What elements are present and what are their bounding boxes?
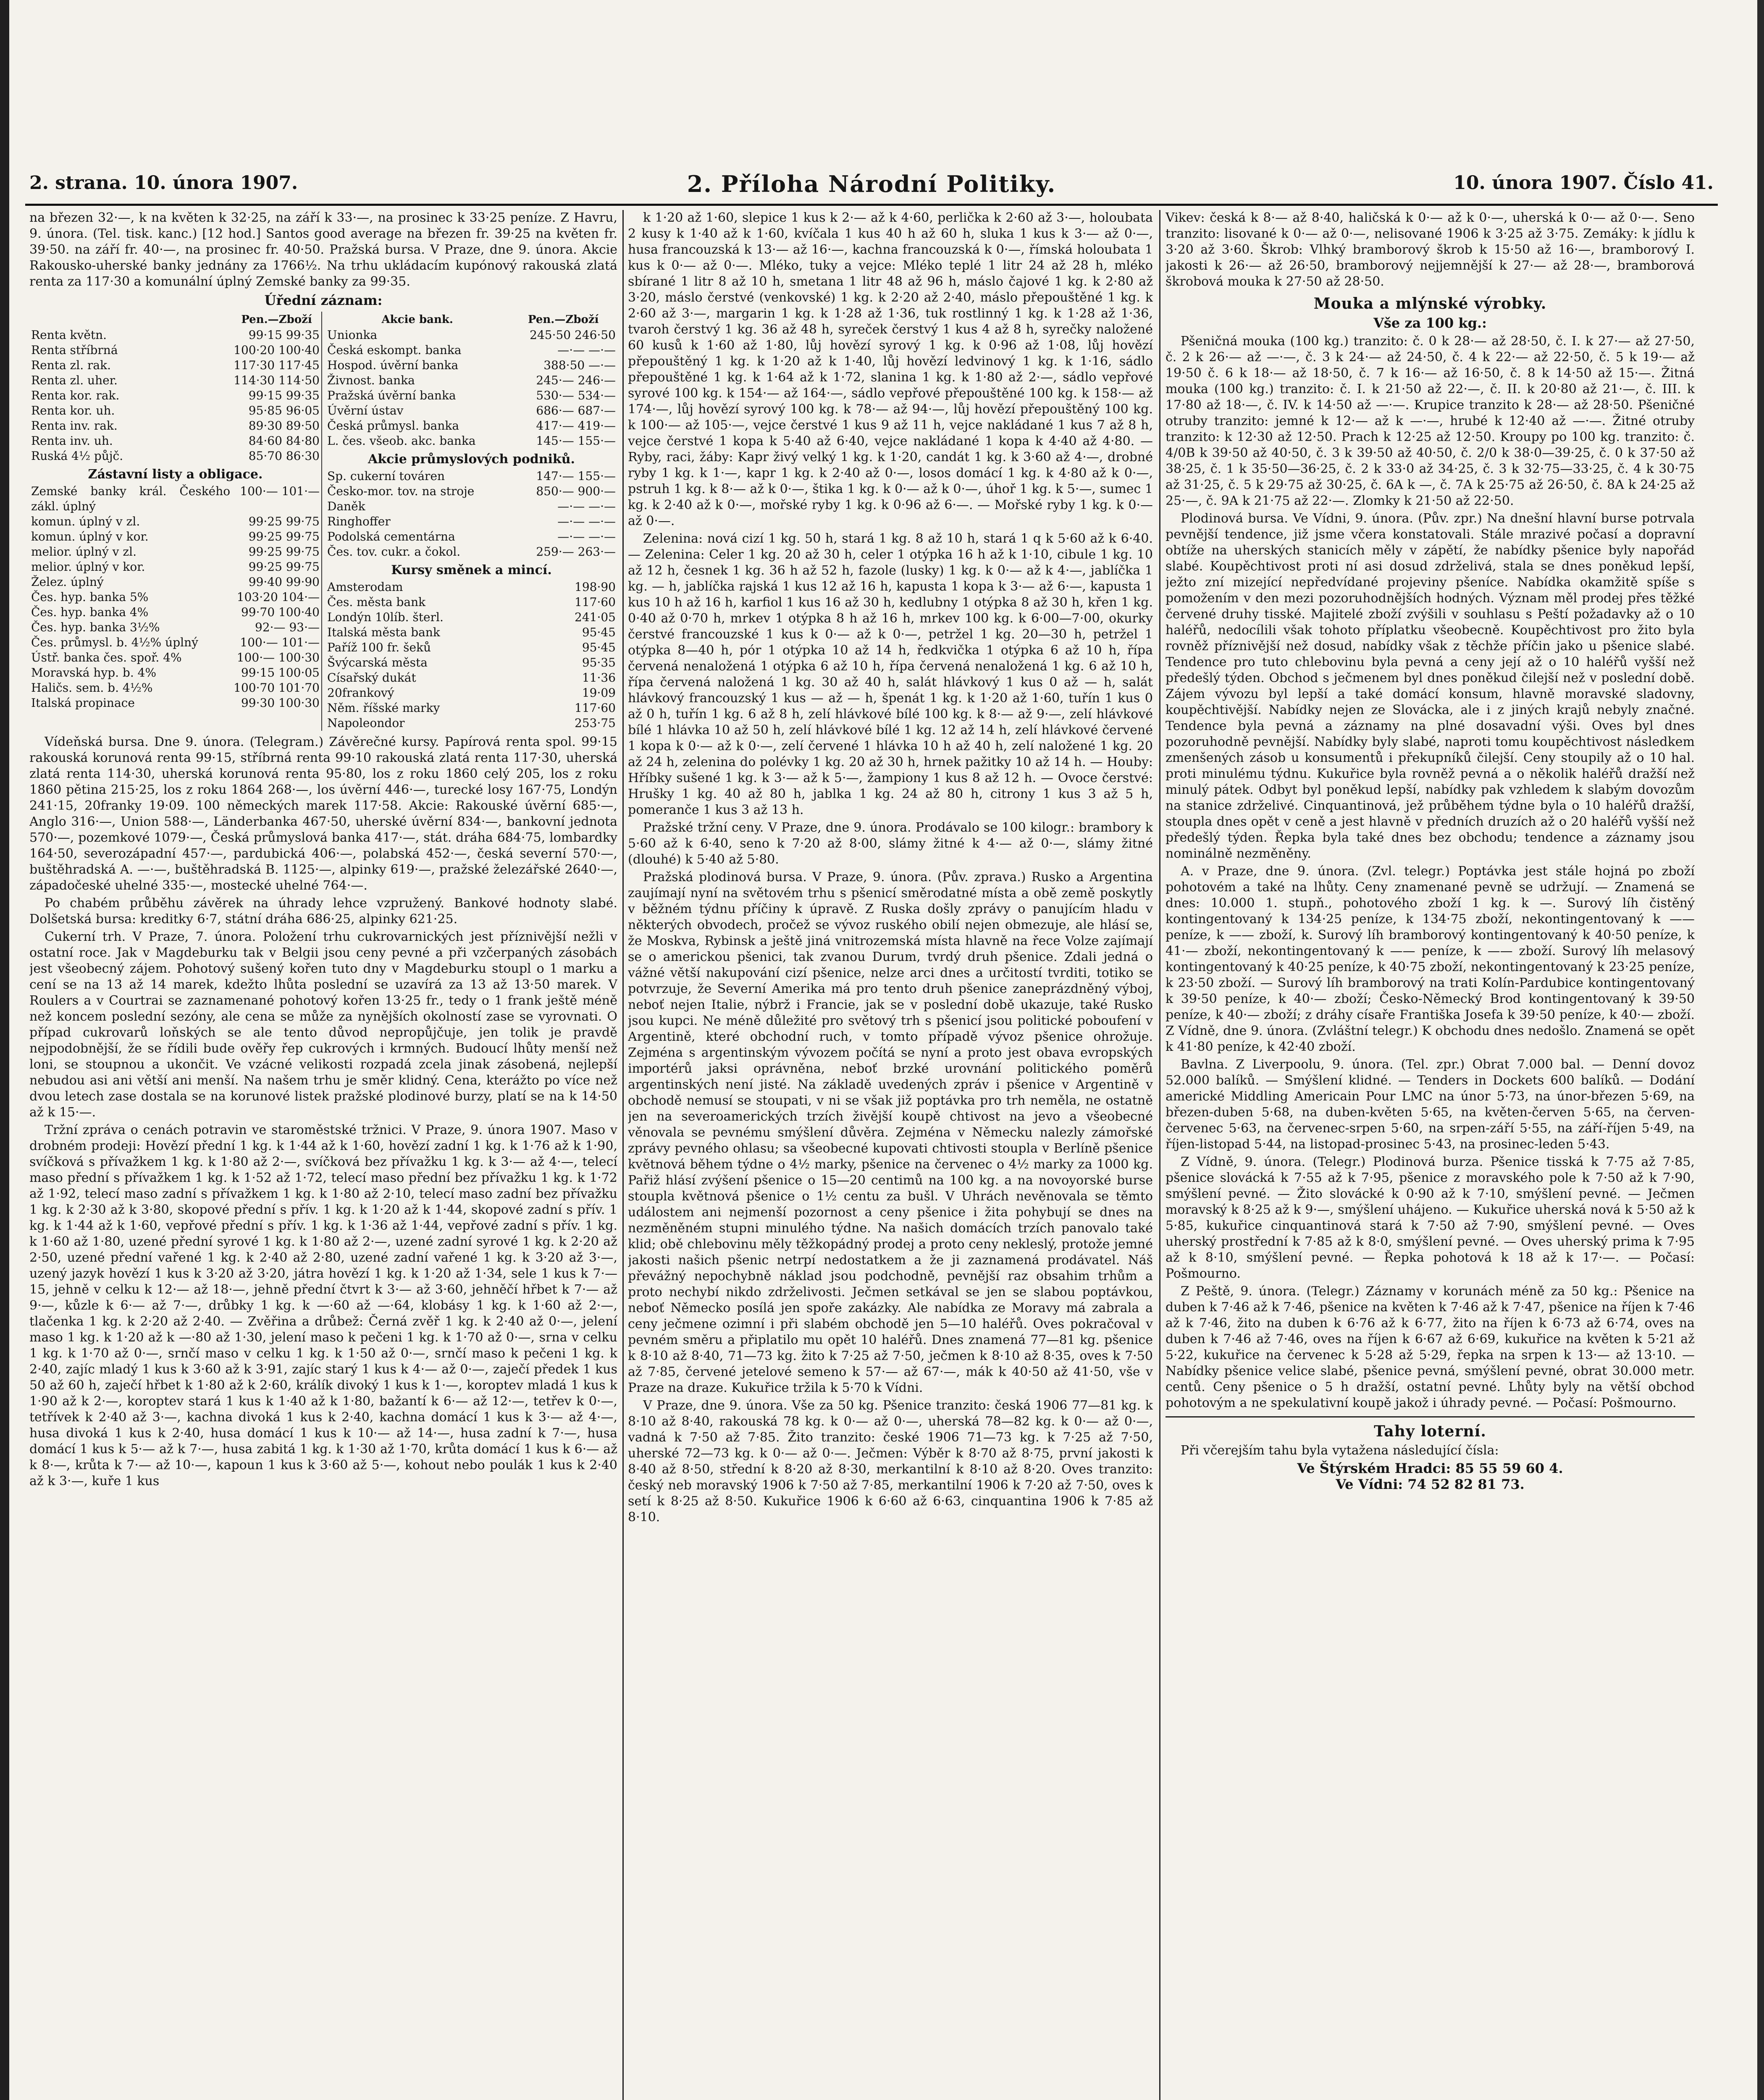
paragraph: V Praze, dne 9. února. Vše za 50 kg. Pšenice tranzito: česká 1906 77—81 kg. k 8·10 až 8·40, rakouská 78 kg. k 0·— až 0·—, uherská 78—82 kg. k 0·— až 0·—, vadná k 7·50 až 7·85. Žito tranzito: české 1906 71—73 kg. k 7·25 až 7·50, uherské 72—73 kg. k 0·— až 0·—. Ječmen: Výběr k 8·70 až 8·75, první jakosti k 8·40 až 8·50, střední k 8·20 až 8·30, merkantilní k 8·10 až 8·20. Oves tranzito: český neb moravský 1906 k 7·50 až 7·85, merkantilní 1906 k 7·20 až 7·50, oves k setí k 8·25 až 8·50. Kukuřice 1906 k 6·60 až 6·63, cinquantina 1906 k 7·85 až 8·10. bbox=[628, 1398, 1153, 1525]
table-row bbox=[326, 640, 617, 655]
lottery-line: Ve Štýrském Hradci: 85 55 59 60 4. bbox=[1297, 1460, 1563, 1476]
table-row bbox=[29, 635, 321, 650]
table-row bbox=[29, 529, 321, 544]
row-label: L. čes. všeob. akc. banka bbox=[327, 434, 476, 448]
row-label: Renta kor. rak. bbox=[31, 388, 120, 402]
table-row bbox=[326, 670, 617, 685]
row-label: 20frankový bbox=[327, 686, 394, 700]
row-label: Haličs. sem. b. 4½% bbox=[31, 681, 153, 695]
table-row bbox=[326, 358, 617, 373]
column-divider bbox=[622, 210, 624, 2100]
row-label: Renta květn. bbox=[31, 328, 107, 342]
table-row bbox=[326, 328, 617, 343]
row-label: komun. úplný v kor. bbox=[31, 530, 149, 543]
row-label: komun. úplný v zl. bbox=[31, 514, 140, 528]
row-value: 241·05 bbox=[575, 610, 616, 624]
exchange-tables bbox=[29, 312, 617, 731]
shares-table bbox=[322, 312, 617, 731]
header-rule bbox=[25, 204, 1718, 206]
row-value: 99·30 100·30 bbox=[241, 696, 320, 710]
row-value: —·— —·— bbox=[557, 530, 616, 543]
table-row bbox=[326, 529, 617, 544]
row-value: —·— —·— bbox=[557, 343, 616, 357]
table-row bbox=[326, 514, 617, 529]
table-row bbox=[326, 373, 617, 388]
table-row bbox=[326, 403, 617, 418]
paragraph: A. v Praze, dne 9. února. (Zvl. telegr.) Poptávka jest stále hojná po zboží pohotovém a také na lhůty. Ceny znamenané pevně se udržují. — Znamená se dnes: 10.000 1. stupň., pohotového zboží 1 kg. k —. Surový líh čistěný kontingentovaný k 134·25 peníze, k 134·75 zboží, nekontingentovaný k —— peníze, k —— zboží, k. Surový líh bramborový kontingentovaný k 40·50 peníze, k 41·— zboží, nekontingentovaný k —— peníze, k —— zboží. Surový líh melasový kontingentovaný k 40·25 peníze, k 40·75 zboží, nekontingentovaný k 23·25 peníze, k 23·50 zboží. — Surový líh bramborový na trati Kolín-Pardubice kontingentovaný k 39·50 peníze, k 40·— zboží; Česko-Německý Brod kontingentovaný k 39·50 peníze, k 40·— zboží; z dráhy císaře Františka Josefa k 39·50 peníze, k 40·— zboží. Z Vídně, dne 9. února. (Zvláštní telegr.) K obchodu dnes nedošlo. Znamená se opět k 41·80 peníze, k 42·40 zboží. bbox=[1166, 864, 1695, 1054]
row-value: 417·— 419·— bbox=[536, 419, 616, 433]
paragraph: Vídeňská bursa. Dne 9. února. (Telegram.) Závěrečné kursy. Papírová renta spol. 99·15 rakouská korunová renta 99·15, stříbrná renta 99·10 rakouská zlatá renta 117·30, uherská zlatá renta 114·30, uherská korunová renta 95·80, los z roku 1860 celý 205, los z roku 1860 pětina 215·25, los z roku 1864 268·—, los úvěrní 446·—, turecké losy 167·75, Londýn 241·15, 20franky 19·09. 100 německých marek 117·58. Akcie: Rakouské úvěrní 685·—, Anglo 316·—, Union 588·—, Länderbanka 467·50, uherské úvěrní 834·—, bankovní jednota 570·—, pozemkové 1079·—, Česká průmyslová banka 417·—, stát. dráha 684·75, lombardky 164·50, severozápadní 457·—, pardubická 406·—, polabská 452·—, česká severní 570·—, buštěhradská A. —·—, buštěhradská B. 1125·—, alpinky 619·—, pražské železářské 2640·—, západočeské uhelné 335·—, mostecké uhelné 764·—. bbox=[29, 735, 617, 893]
row-value: 114·30 114·50 bbox=[234, 373, 320, 387]
row-value: 89·30 89·50 bbox=[248, 419, 320, 433]
row-label: Česká průmysl. banka bbox=[327, 419, 459, 433]
row-label: Úvěrní ústav bbox=[327, 404, 404, 417]
table-row bbox=[326, 469, 617, 484]
column-2 bbox=[628, 210, 1153, 2100]
row-value: 253·75 bbox=[575, 716, 616, 730]
scan-right-edge bbox=[1757, 0, 1764, 2100]
table-row bbox=[29, 328, 321, 343]
row-label: Čes. průmysl. b. 4½% úplný bbox=[31, 635, 198, 649]
table-row bbox=[29, 665, 321, 680]
row-value: 100·— 100·30 bbox=[236, 651, 320, 664]
table-row bbox=[29, 373, 321, 388]
row-value: 99·25 99·75 bbox=[248, 530, 320, 543]
row-value: 100·20 100·40 bbox=[234, 343, 320, 357]
row-value: 850·— 900·— bbox=[536, 484, 616, 498]
row-label: Renta stříbrná bbox=[31, 343, 118, 357]
table-header: Akcie bank. bbox=[381, 313, 453, 326]
column-3 bbox=[1166, 210, 1695, 2100]
table-row bbox=[29, 680, 321, 696]
row-value: 686·— 687·— bbox=[536, 404, 616, 417]
row-label: Podolská cementárna bbox=[327, 530, 455, 543]
scan-left-edge bbox=[0, 0, 9, 2100]
row-label: Moravská hyp. b. 4% bbox=[31, 666, 157, 680]
row-value: 84·60 84·80 bbox=[248, 434, 320, 448]
table-row bbox=[326, 418, 617, 433]
row-label: melior. úplný v kor. bbox=[31, 560, 145, 574]
table-row bbox=[29, 433, 321, 449]
table-row bbox=[29, 620, 321, 635]
row-value: 388·50 —·— bbox=[543, 358, 616, 372]
row-label: Hospod. úvěrní banka bbox=[327, 358, 459, 372]
table-row bbox=[326, 433, 617, 449]
paragraph: k 1·20 až 1·60, slepice 1 kus k 2·— až k 4·60, perlička k 2·60 až 3·—, holoubata 2 kusy k 1·40 až k 1·60, kvíčala 1 kus 40 h až 60 h, sluka 1 kus k 3·— až 0·—, husa francouzská k 13·— až 16·—, kachna francouzská k 0·—, římská holoubata 1 kus k 0·— až 0·—. Mléko, tuky a vejce: Mléko teplé 1 litr 24 až 28 h, mléko sbírané 1 litr 8 až 10 h, smetana 1 litr 48 až 96 h, máslo čajové 1 kg. k 2·80 až 3·20, máslo čerstvé (venkovské) 1 kg. k 2·20 až 2·40, máslo přepouštěné 1 kg. k 2·60 až 3·—, margarin 1 kg. k 1·28 až 1·36, tuk rostlinný 1 kg. k 1·28 až 1·36, tvaroh čerstvý 1 kg. 36 až 48 h, syreček čerstvý 1 kus 4 až 8 h, syrečky naložené 60 kusů k 1·60 až 1·80, lůj hovězí syrový 1 kg. k 0·96 až 1·08, lůj hovězí přepouštěný 1 kg. k 1·20 až k 1·40, lůj hovězí ledvinový 1 kg. k 1·16, sádlo přepouštěné 1 kg. k 1·64 až k 1·72, slanina 1 kg. k 1·80 až 2·—, sádlo vepřové syrové 100 kg. k 154·— až 164·—, sádlo vepřové přepouštěné 100 kg. k 158·— až 174·—, lůj hovězí syrový 100 kg. k 78·— až 94·—, lůj hovězí přepouštěný 100 kg. k 100·— až 105·—, vejce čerstvé 1 kus 9 až 11 h, vejce nakládané 1 kus 7 až 8 h, vejce čerstvé 1 kopa k 5·40 až 6·40, vejce nakládané 1 kopa k 4·40 až 4·80. — Ryby, raci, žáby: Kapr živý velký 1 kg. k 1·20, candát 1 kg. k 3·60 až 4·—, drobné ryby 1 kg. k 1·—, kapr 1 kg. k 2·40 až 0·—, losos domácí 1 kg. k 4·80 až k 0·—, pstruh 1 kg. k 8·— až k 0·—, štika 1 kg. k 0·— až k 0·—, úhoř 1 kg. k 5·—, sumec 1 kg. k 2·40 až k 0·—, mořské ryby 1 kg. k 0·96 až 6·—. — Mořské ryby 1 kg. k 0·— až 0·—. bbox=[628, 210, 1153, 528]
row-value: 95·85 96·05 bbox=[248, 404, 320, 417]
row-label: Pražská úvěrní banka bbox=[327, 388, 456, 402]
paragraph: Cukerní trh. V Praze, 7. února. Položení trhu cukrovarnických jest příznivější nežli v ostatní roce. Jak v Magdeburku tak v Belgii jsou ceny pevné a při vzčerpaných zásobách jest všeobecný zájem. Pohotový sušený kořen tuto dny v Magdeburku stoupl o 1 marku a cení se na 13 až 14 marek, kdežto lhůta poslední se uzavírá za 13 až 13·50 marek. V Roulers a v Courtrai se zaznamenané pohotový kořen 13·25 fr., tedy o 1 frank ještě méně než koncem poslední sezóny, ale cena se může za nynějších okolností zase se vyrovnati. O případ cukrovarů loňských se ale tento důvod nepropůjčuje, jen tolik je pravdě nejpodobnější, že se řídili bude ověřy řep cukrových i krmných. Budoucí lhůty menší než loni, se stoupnou a ukončit. Ve vzácné velikosti rozpadá zcela jinak zásobená, nejlepší nebudou asi ani větší ani menší. Na našem trhu je směr klidný. Cena, kterážto po více než dvou letech zase dostala se na korunové listek pražské plodinové burzy, platí se na k 14·50 až k 15·—. bbox=[29, 929, 617, 1120]
row-label: Čes. města bank bbox=[327, 595, 426, 609]
row-value: 100·— 101·— bbox=[240, 484, 320, 498]
row-value: 117·60 bbox=[575, 701, 616, 715]
paragraph: Zelenina: nová cizí 1 kg. 50 h, stará 1 kg. 8 až 10 h, stará 1 q k 5·60 až k 6·40. — Zelenina: Celer 1 kg. 20 až 30 h, celer 1 otýpka 16 h až k 1·10, cibule 1 kg. 10 až 12 h, česnek 1 kg. 36 h až 52 h, fazole (lusky) 1 kg. k 0·— až k 4·—, jablíčka 1 kg. — h, jablíčka rajská 1 kus 12 až 16 h, kapusta 1 kopa k 3·— až 6·—, kapusta 1 kus 10 h až 16 h, karfiol 1 kus 16 až 30 h, kedlubny 1 otýpka 8 až 30 h, křen 1 kg. 0·40 až 0·70 h, mrkev 1 otýpka 8 h až 16 h, mrkev 100 kg. k 6·00—7·00, okurky čerstvé francouzské 1 kus k 0·— až k 0·—, petržel 1 kg. 20—30 h, petržel 1 otýpka 8—40 h, pór 1 otýpka 10 až 14 h, ředkvička 1 otýpka 6 až 10 h, řípa červená nenaložená 1 otýpka 6 až 10 h, řípa červená nenaložená 1 kg. 6 až 10 h, řípa červená naložená 1 kg. 30 až 40 h, salát hlávkový 1 kus 0 až — h, salát hlávkový francouzský 1 kus — až — h, špenát 1 kg. k 1·20 až 1·60, tuřín 1 kus 0 až 0 h, tuřín 1 kg. 6 až 8 h, zelí hlávkové bílé 100 kg. k 8·— až 9·—, zelí hlávkové bílé 1 hlávka 10 až 50 h, zelí hlávkové bílé 1 kg. 12 až 14 h, zelí hlávkové červené 1 kopa k 0·— až k 0·—, zelí červené 1 hlávka 10 h až 40 h, zelí naložené 1 kg. 20 až 24 h, zelenina do polévky 1 kg. 20 až 30 h, hrnek pažitky 10 až 14 h. — Houby: Hříbky sušené 1 kg. k 3·— až k 5·—, žampiony 1 kus 8 až 12 h. — Ovoce čerstvé: Hrušky 1 kg. 40 až 80 h, jablka 1 kg. 24 až 80 h, citrony 1 kus 3 až 5 h, pomeranče 1 kus 3 až 13 h. bbox=[628, 531, 1153, 817]
paragraph: Bavlna. Z Liverpoolu, 9. února. (Tel. zpr.) Obrat 7.000 bal. — Denní dovoz 52.000 balíků. — Smýšlení klidné. — Tenders in Dockets 600 balíků. — Dodání americké Middling Americain Pour LMC na únor 5·73, na únor-březen 5·69, na březen-duben 5·68, na duben-květen 5·65, na květen-červen 5·65, na červen-červenec 5·63, na červenec-srpen 5·60, na srpen-září 5·55, na září-říjen 5·49, na říjen-listopad 5·44, na listopad-prosinec 5·43, na prosinec-leden 5·43. bbox=[1166, 1057, 1695, 1152]
row-value: 117·30 117·45 bbox=[234, 358, 320, 372]
row-label: Renta kor. uh. bbox=[31, 404, 115, 417]
row-label: Švýcarská města bbox=[327, 656, 428, 669]
table-section: Akcie průmyslových podniků. bbox=[368, 452, 575, 467]
table-row bbox=[29, 514, 321, 529]
row-value: 92·— 93·— bbox=[255, 620, 320, 634]
table-row bbox=[326, 544, 617, 559]
row-label: Ringhoffer bbox=[327, 514, 391, 528]
table-row bbox=[326, 388, 617, 403]
column-divider bbox=[1159, 210, 1160, 2100]
row-label: Ústř. banka čes. spoř. 4% bbox=[31, 651, 182, 664]
section-title: Mouka a mlýnské výrobky. bbox=[1313, 295, 1547, 312]
table-row bbox=[326, 595, 617, 610]
row-label: melior. úplný v zl. bbox=[31, 545, 136, 559]
row-value: 99·15 99·35 bbox=[248, 328, 320, 342]
row-label: Čes. hyp. banka 4% bbox=[31, 605, 149, 619]
header-left: 2. strana. 10. února 1907. bbox=[29, 172, 298, 194]
paragraph: na březen 32·—, k na květen k 32·25, na září k 33·—, na prosinec k 33·25 peníze. Z Havru, 9. února. (Tel. tisk. kanc.) [12 hod.] Santos good average na březen fr. 39·25 na květen fr. 39·50. na září fr. 40·—, na prosinec fr. 40·50. Pražská bursa. V Praze, dne 9. února. Akcie Rakousko-uherské banky jednány za 1766½. Na trhu ukládacím kupónový rakouská zlatá renta za 117·30 a komunální úplný Zemské banky za 99·35. bbox=[29, 210, 617, 289]
row-label: Italská propinace bbox=[31, 696, 135, 710]
row-value: 99·25 99·75 bbox=[248, 560, 320, 574]
row-label: Amsterodam bbox=[327, 580, 403, 594]
table-row bbox=[326, 625, 617, 640]
table-header: Pen.—Zboží bbox=[528, 313, 599, 326]
row-label: Unionka bbox=[327, 328, 378, 342]
row-label: Italská města bank bbox=[327, 625, 440, 639]
row-label: Napoleondor bbox=[327, 716, 405, 730]
table-row bbox=[326, 655, 617, 670]
section-subtitle: Vše za 100 kg.: bbox=[1373, 315, 1487, 331]
lottery-title: Tahy loterní. bbox=[1374, 1423, 1486, 1440]
header-right: 10. února 1907. Číslo 41. bbox=[1453, 172, 1714, 194]
row-label: Renta zl. uher. bbox=[31, 373, 118, 387]
table-header: Pen.—Zboží bbox=[241, 313, 312, 326]
table-row bbox=[326, 701, 617, 716]
table-header bbox=[29, 312, 232, 328]
table-row bbox=[29, 696, 321, 711]
row-value: 530·— 534·— bbox=[536, 388, 616, 402]
paragraph: Vikev: česká k 8·— až 8·40, haličská k 0·— až k 0·—, uherská k 0·— až 0·—. Seno tranzito: lisované k 0·— až 0·—, nelisované 1906 k 3·25 až 3·75. Zemáky: k jídlu k 3·20 až 3·60. Škrob: Vlhký bramborový škrob k 15·50 až 16·—, bramborový I. jakosti k 26·— až 26·50, bramborový nejjemnější k 27·— až 28·—, bramborová škrobová mouka k 27·50 až 28·50. bbox=[1166, 210, 1695, 289]
paragraph: Pražské tržní ceny. V Praze, dne 9. února. Prodávalo se 100 kilogr.: brambory k 5·60 až k 6·40, seno k 7·20 až 8·00, slámy žitné k 4·— až 0·—, slámy žitné (dlouhé) k 5·40 až 5·80. bbox=[628, 820, 1153, 867]
row-value: 99·25 99·75 bbox=[248, 514, 320, 528]
table-row bbox=[29, 605, 321, 620]
paragraph: Pšeničná mouka (100 kg.) tranzito: č. 0 k 28·— až 28·50, č. I. k 27·— až 27·50, č. 2 k 26·— až —·—, č. 3 k 24·— až 24·50, č. 4 k 22·— až 22·50, č. 5 k 19·— až 19·50 č. 6 k 18·— až 18·50, č. 7 k 16·— až 16·50, č. 8 k 14·50 až 15·—. Žitná mouka (100 kg.) tranzito: č. I. k 21·50 až 22·—, č. II. k 20·80 až 21·—, č. III. k 17·80 až 18·—, č. IV. k 14·50 až —·—. Krupice tranzito k 28·— až 28·50. Pšeničné otruby tranzito: jemné k 12·— až k —·—, hrubé k 12·40 až —·—. Žitné otruby tranzito: k 12·30 až 12·50. Prach k 12·25 až 12·50. Kroupy po 100 kg. tranzito: č. 4/0B k 39·50 až 40·50, č. 3 k 39·50 až 40·50, č. 2/0 k 38·0—39·25, č. 0 k 37·50 až 38·25, č. 1 k 35·50—36·25, č. 2 k 33·0 až 34·25, č. 3 k 32·75—33·25, č. 4 k 30·75 až 31·25, č. 5 k 29·75 až 30·25, č. 6A k —, č. 7A k 25·75 až 26·50, č. 8A k 24·25 až 25·—, č. 9A k 21·75 až 22·—. Zlomky k 21·50 až 22·50. bbox=[1166, 334, 1695, 508]
row-label: Čes. hyp. banka 3½% bbox=[31, 620, 160, 634]
row-value: —·— —·— bbox=[557, 514, 616, 528]
table-title: Úřední záznam: bbox=[264, 292, 383, 308]
row-value: 95·35 bbox=[582, 656, 616, 669]
row-label: Paříž 100 fr. šeků bbox=[327, 640, 431, 654]
article-body bbox=[29, 734, 617, 1489]
row-value: 99·25 99·75 bbox=[248, 545, 320, 559]
table-row bbox=[29, 343, 321, 358]
table-row bbox=[29, 650, 321, 665]
table-row bbox=[29, 544, 321, 559]
table-row bbox=[29, 403, 321, 418]
column-1 bbox=[29, 210, 617, 2100]
row-value: 85·70 86·30 bbox=[248, 449, 320, 463]
row-value: 245·50 246·50 bbox=[530, 328, 616, 342]
article-body bbox=[1166, 333, 1695, 1411]
table-row bbox=[326, 716, 617, 731]
table-row bbox=[29, 590, 321, 605]
row-value: 99·15 99·35 bbox=[248, 388, 320, 402]
row-label: Daněk bbox=[327, 499, 365, 513]
row-label: Zemské banky král. Českého zákl. úplný bbox=[31, 484, 231, 513]
row-value: 95·45 bbox=[582, 640, 616, 654]
bond-table bbox=[29, 312, 322, 731]
row-label: Čes. hyp. banka 5% bbox=[31, 590, 149, 604]
row-value: —·— —·— bbox=[557, 499, 616, 513]
table-row bbox=[326, 580, 617, 595]
table-row bbox=[29, 575, 321, 590]
row-label: Renta zl. rak. bbox=[31, 358, 111, 372]
table-row bbox=[326, 499, 617, 514]
paragraph: Z Vídně, 9. února. (Telegr.) Plodinová burza. Pšenice tisská k 7·75 až 7·85, pšenice slovácká k 7·55 až k 7·95, pšenice z moravského pole k 7·50 až k 7·90, smýšlení pevné. — Žito slovácké k 0·90 až k 7·10, smýšlení pevné. — Ječmen moravský k 8·25 až k 9·—, smýšlení uhájeno. — Kukuřice uherská nová k 5·50 až k 5·85, kukuřice cinquantinová stará k 7·50 až 7·90, smýšlení pevné. — Oves uherský prostřední k 7·85 až k 8·0, smýšlení pevné. — Oves uherský prima k 7·95 až k 8·10, smýšlení pevné. — Řepka pohotová k 18 až k 17·—. — Počasí: Pošmourno. bbox=[1166, 1155, 1695, 1281]
table-row bbox=[29, 418, 321, 433]
table-section: Kursy směnek a mincí. bbox=[391, 563, 552, 578]
paragraph: Tržní zpráva o cenách potravin ve staroměstské tržnici. V Praze, 9. února 1907. Maso v drobném prodeji: Hovězí přední 1 kg. k 1·44 až k 1·60, hovězí zadní 1 kg. k 1·76 až k 1·90, svíčková s přívažkem 1 kg. k 1·80 až 2·—, svíčková bez přívažku 1 kg. k 3·— až 4·—, telecí maso přední s přívažkem 1 kg. k 1·52 až 1·72, telecí maso přední bez přívažku 1 kg. k 1·72 až 1·92, telecí maso zadní s přívažkem 1 kg. k 1·80 až 2·10, telecí maso zadní bez přívažku 1 kg. k 2·30 až k 3·80, skopové přední s přív. 1 kg. k 1·20 až k 1·44, skopové zadní s přív. 1 kg. k 1·44 až k 1·60, vepřové přední s přív. 1 kg. k 1·36 až 1·44, vepřové zadní s přív. 1 kg. k 1·60 až 1·80, uzené přední syrové 1 kg. k 1·80 až 2·—, uzené zadní syrové 1 kg. k 2·20 až 2·50, uzené přední vařené 1 kg. k 2·40 až 2·80, uzené zadní vařené 1 kg. k 3·20 až 3·—, uzený jazyk hovězí 1 kus k 3·20 až 3·20, játra hovězí 1 kg. k 1·20 až 1·34, sele 1 kus k 7·—15, jehně v celku k 12·— až 18·—, jehně přední čtvrt k 3·— až 3·60, jehněčí hřbet k 7·— až 9·—, kůzle k 6·— až 7·—, drůbky 1 kg. k —·60 až —·64, klobásy 1 kg. k 1·60 až 2·—, tlačenka 1 kg. k 2·20 až 2·40. — Zvěřina a drůbež: Černá zvěř 1 kg. k 2·40 až 0·—, jelení maso 1 kg. k 1·20 až k —·80 až 1·30, jelení maso k pečeni 1 kg. k 1·70 až 0·—, srna v celku 1 kg. k 1·70 až 0·—, srnčí maso v celku 1 kg. k 1·50 až 0·—, srnčí maso k pečeni 1 kg. k 2·40, zajíc mladý 1 kus k 3·60 až k 3·91, zajíc starý 1 kus k 4·— až 0·—, zaječí předek 1 kus 50 až 60 h, zaječí hřbet k 1·80 až k 2·60, králík divoký 1 kus k 1·—, koroptev mladá 1 kus k 1·90 až k 2·—, koroptev stará 1 kus k 1·40 až k 1·80, bažantí k 6·— až 12·—, tetřev k 0·—, tetřívek k 2·40 až 3·—, kachna divoká 1 kus k 2·40, kachna domácí 1 kus k 3·— až 4·—, husa divoká 1 kus k 2·40, husa domácí 1 kus k 10·— až 14·—, husa zadní k 7·—, husa domácí 1 kus k 5·— až k 7·—, husa zabitá 1 kg. k 1·30 až 1·70, krůta domácí 1 kus k 6·— až k 8·—, krůta k 7·— až 10·—, kapoun 1 kus k 3·60 až 5·—, kohout nebo poulák 1 kus k 2·40 až k 3·—, kuře 1 kus bbox=[29, 1123, 617, 1488]
row-label: Ruská 4½ půjč. bbox=[31, 449, 123, 463]
row-value: 145·— 155·— bbox=[536, 434, 616, 448]
row-label: Želez. úplný bbox=[31, 575, 104, 589]
article-body bbox=[628, 210, 1153, 1525]
row-label: Česká eskompt. banka bbox=[327, 343, 462, 357]
row-value: 103·20 104·— bbox=[236, 590, 320, 604]
table-row bbox=[326, 484, 617, 499]
row-value: 259·— 263·— bbox=[536, 545, 616, 559]
row-label: Renta inv. rak. bbox=[31, 419, 118, 433]
paragraph: Plodinová bursa. Ve Vídni, 9. února. (Pův. zpr.) Na dnešní hlavní burse potrvala pevnější tendence, již jsme včera konstatovali. Stále mrazivé počasí a dopravní obtíže na uherských stanicích měly v zápětí, že nabídky pšenice byly napořád slabé. Koupěchtivost proti ní asi dosud zdrželivá, stala se dnes poněkud lepší, ježto zní mizející nepředvídané projeviny pšeníce. Nabídka okamžitě spíše s pomožením v den mezi pozoruhodnějších hodných. Význam měl prodej přes těžké červené druhy tisské. Majitelé zboží zvýšili v souhlasu s Peští požadavky až o 10 haléřů, nedocílili však tohoto příplatku všeobecně. Koupěchtivost pro žito byla rovněž příznivější než dosud, nabídky však z těchže příčin jako u pšenice slabé. Tendence pro tuto chlebovinu byla pevná a ceny její až o 10 haléřů vyšší než předešlý týden. Obchod s ječmenem byl dnes poněkud čilejší než v poslední době. Zájem vývozu byl lepší a také domácí konsum, hlavně moravské sladovny, koupěchtivější. Nabídky nejen ze Slovácka, ale i z jiných krajů nebyly značné. Tendence byla pevná a záznamy na plné dosavadní výši. Oves byl dnes pozoruhodně pevnější. Nabídky byly slabé, naproti tomu koupěchtivost následkem zmenšených zásob u konsumentů i překupníků čilejší. Ceny stoupily až o 10 hal. proti minulému týdnu. Kukuřice byla rovněž pevná a o několik haléřů dražší než minulý pátek. Odbyt byl poněkud lepší, nabídky pak vzhledem k slabým dovozům na stanice zdrželivé. Cinquantinová, jež průběhem týdne byla o 10 haléřů dražší, stoupla dnes opět v ceně a jest hlavně v předních druzích až o 20 haléřů vyšší než předešlý týden. Řepka byla také dnes bez obchodu; tendence a záznamy jsou nominálně nezměněny. bbox=[1166, 511, 1695, 861]
row-label: Čes. tov. cukr. a čokol. bbox=[327, 545, 461, 559]
header-title: 2. Příloha Národní Politiky. bbox=[687, 171, 1056, 197]
table-row bbox=[29, 484, 321, 514]
row-value: 99·70 100·40 bbox=[241, 605, 320, 619]
table-row bbox=[29, 358, 321, 373]
row-value: 99·40 99·90 bbox=[248, 575, 320, 589]
row-value: 19·09 bbox=[582, 686, 616, 700]
row-label: Něm. říšské marky bbox=[327, 701, 440, 715]
table-section: Zástavní listy a obligace. bbox=[88, 467, 263, 482]
row-value: 245·— 246·— bbox=[536, 373, 616, 387]
row-label: Sp. cukerní továren bbox=[327, 469, 445, 483]
table-row bbox=[326, 610, 617, 625]
table-row bbox=[29, 388, 321, 403]
row-label: Renta inv. uh. bbox=[31, 434, 113, 448]
divider bbox=[1166, 1416, 1695, 1418]
row-value: 117·60 bbox=[575, 595, 616, 609]
row-value: 95·45 bbox=[582, 625, 616, 639]
row-label: Česko-mor. tov. na stroje bbox=[327, 484, 475, 498]
row-label: Císařský dukát bbox=[327, 671, 416, 685]
row-label: Živnost. banka bbox=[327, 373, 415, 387]
row-value: 11·36 bbox=[582, 671, 616, 685]
table-row bbox=[326, 343, 617, 358]
lottery-text: Při včerejším tahu byla vytažena následující čísla: bbox=[1181, 1443, 1499, 1458]
table-row bbox=[326, 685, 617, 701]
paragraph: Pražská plodinová bursa. V Praze, 9. února. (Pův. zprava.) Rusko a Argentina zaujímají nyní na světovém trhu s pšenicí směrodatné místa a obě země poskytly v běžném týdnu příčiny k úpravě. Z Ruska došly zprávy o panujícím hladu v některých obvodech, pročež se vývoz ruského obilí nejen obmezuje, ale hlásí se, že Moskva, Rybinsk a ještě jiná vnitrozemská místa hlavně na řece Volze zajímají se o americkou pšenici, tak zvanou Durum, tvrdý druh pšenice. Zdali jedná o vážné větší nakupování cizí pšenice, nelze arci dnes a určitostí tvrditi, totiko se potvrzuje, že Severní Amerika má pro tento druh pšenice zaneprázdněný výboj, neboť nejen Italie, nýbrž i Francie, jak se v poslední době ukazuje, také Rusko jsou kupci. Ne méně důležité pro světový trh s pšenicí jsou politické poboufení v Argentině, které obchodní ruch, v tomto případě vývoz pšenice ohrožuje. Zejména s argentinským vývozem počítá se nyní a proto jest obava evropských importérů jaksi oprávněna, neboť brzké urovnání politického poměrů argentinských není jisté. Na základě uvedených zpráv i pšenice v Argentině v obchodě nemusí se stoupati, v ni se však již poptávka pro trh neměla, ne ostatně jen na severoamerických trzích živější koupě chtivost na jevo a všeobecné věnovala se pevnému smýšlení důvěra. Zejména v Německu nalezly zámořské zprávy pevného ohlasu; sa všeobecné kupovati chtivosti stoupla v Berlíně pšenice květnová během týdne o 4½ marky, pšenice na červenec o 4½ marky za 1000 kg. Pařiž hlásí zvýšení pšenice o 15—20 centimů na 100 kg. a na novoyorské burse stoupla květnová pšenice o 1½ centu za bušl. V Uhrách nevěnovala se těmto událostem ani nejmenší pozornost a ceny pšenice i žita pohybují se dnes na nezměněném stupni minulého týdne. Na našich domácích trzích panovalo také klid; obě chlebovinu měly těžkopádný prodej a proto ceny nekleslý, protože jemné jakosti našich pšenic netrpí nedostatkem a že ji zaznamená prodávatel. Náš převážný nepochybně náklad jsou podchodně, pevnější raz obsahim trhům a proto nechybí nikdo zdrželivosti. Ječmen setkával se jen se slabou poptávkou, neboť Německo posílá jen spoře zakázky. Ale nabídka ze Moravy má zabrala a ceny ječmene ozimní i při slabém obchodě jen 5—10 haléřů. Oves pokračoval v pevném směru a připlatilo mu opět 10 haléřů. Dnes znamená 77—81 kg. pšenice k 8·10 až 8·40, 71—73 kg. žito k 7·25 až 7·50, ječmen k 8·10 až 8·35, oves k 7·50 až 7·85, červené jetelové semeno k 57·— až 67·—, mák k 40·50 až 41·50, vše v Praze na draze. Kukuřice tržila k 5·70 k Vídni. bbox=[628, 870, 1153, 1395]
table-row bbox=[29, 559, 321, 575]
table-row bbox=[29, 449, 321, 464]
row-value: 198·90 bbox=[575, 580, 616, 594]
paragraph: Po chabém průběhu závěrek na úhrady lehce vzpružený. Bankové hodnoty slabé. Dolšetská bursa: kreditky 6·7, státní dráha 686·25, alpinky 621·25. bbox=[29, 896, 617, 927]
row-value: 100·— 101·— bbox=[240, 635, 320, 649]
paragraph: Z Peště, 9. února. (Telegr.) Záznamy v korunách méně za 50 kg.: Pšenice na duben k 7·46 až k 7·46, pšenice na květen k 7·46 až k 7·47, pšenice na říjen k 7·46 až k 7·46, žito na duben k 6·76 až k 6·77, žito na říjen k 6·73 až 6·74, oves na duben k 7·46 až 7·46, oves na říjen k 6·67 až 6·69, kukuřice na květen k 5·21 až 5·22, kukuřice na červenec k 5·28 až 5·29, řepka na srpen k 13·— až 13·10. — Nabídky pšenice velice slabé, pšenice pevná, smýšlení pevné, obrat 30.000 metr. centů. Ceny pšenice o 5 h dražší, ostatní pevné. Lhůty byly na větší obchod pohotovým a ne spekulativní koupě jakož i úhrady pevné. — Počasí: Pošmourno. bbox=[1166, 1284, 1695, 1410]
row-value: 99·15 100·05 bbox=[241, 666, 320, 680]
row-label: Londýn 10líb. šterl. bbox=[327, 610, 444, 624]
row-value: 100·70 101·70 bbox=[234, 681, 320, 695]
row-value: 147·— 155·— bbox=[536, 469, 616, 483]
lottery-line: Ve Vídni: 74 52 82 81 73. bbox=[1336, 1476, 1525, 1492]
